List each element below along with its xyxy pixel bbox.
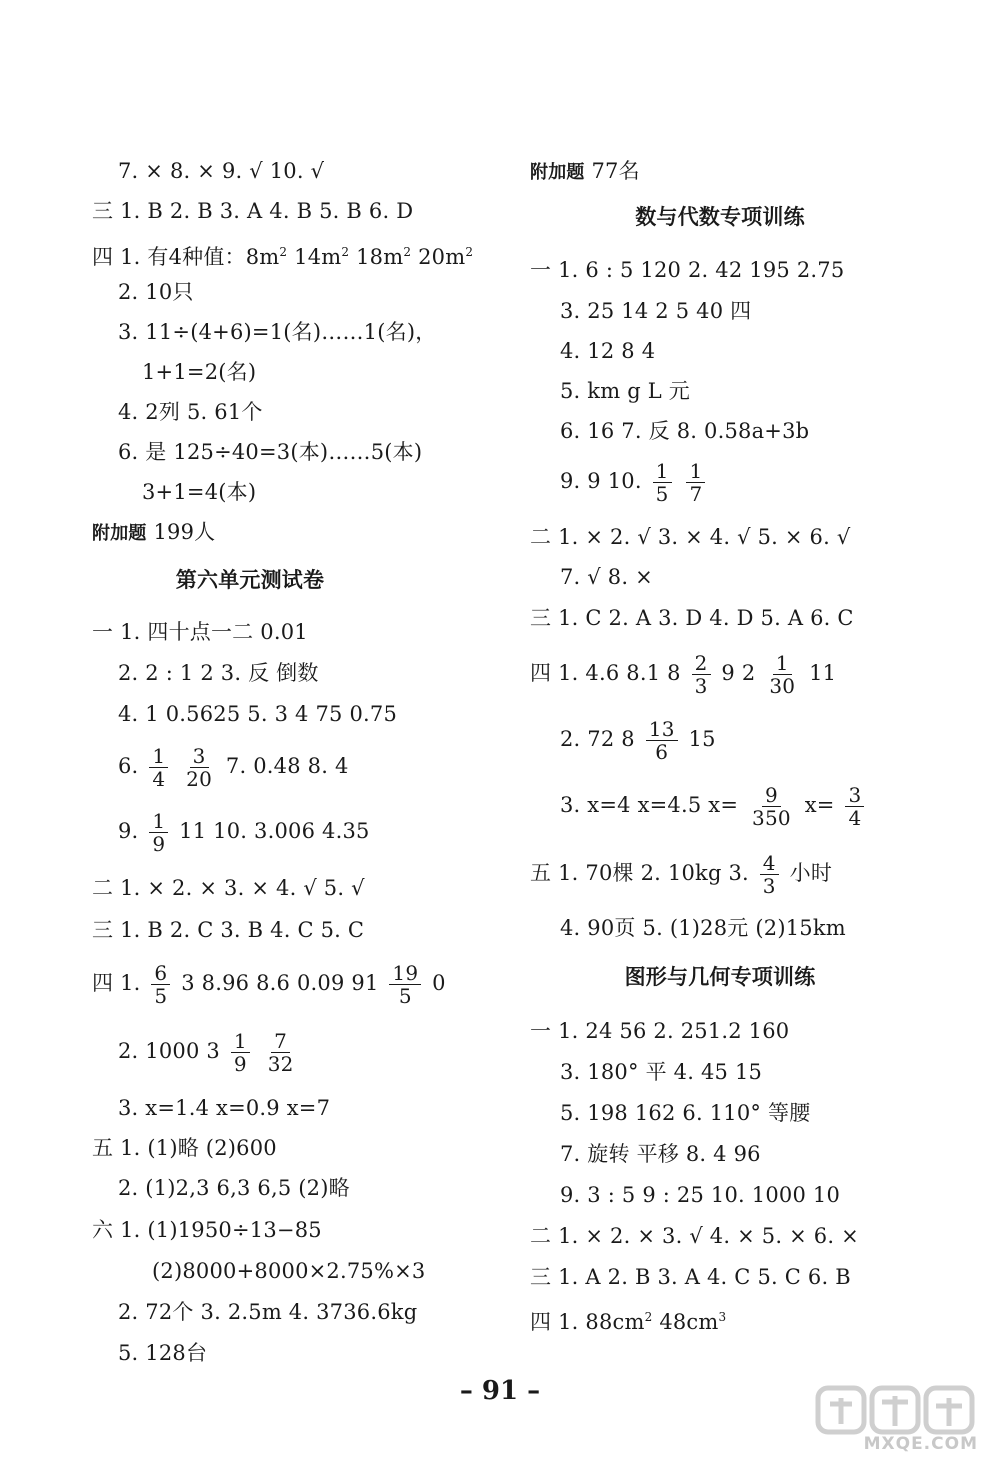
fraction: $\frac{4}{3}$ bbox=[760, 852, 779, 897]
answer-line: 7. × 8. × 9. √ 10. √ bbox=[118, 159, 325, 183]
bonus-answer: 附加题 77名 bbox=[530, 159, 640, 183]
section-title: 数与代数专项训练 bbox=[635, 205, 805, 229]
answer-line: 2. 72 8 $\frac{13}{6}$ 15 bbox=[560, 717, 716, 764]
fraction: $\frac{1}{9}$ bbox=[149, 810, 168, 855]
answer-line: 4. 90页 5. (1)28元 (2)15km bbox=[560, 916, 846, 940]
answer-line: 四 1. $\frac{6}{5}$ 3 8.96 8.6 0.09 91 $\frac{19}{5}$ 0 bbox=[92, 961, 446, 1008]
answer-line: (2)8000+8000×2.75%×3 bbox=[152, 1259, 426, 1283]
answer-line: 二 1. × 2. × 3. × 4. √ 5. √ bbox=[92, 876, 365, 900]
answer-line: 2. 10只 bbox=[118, 280, 194, 304]
fraction: $\frac{7}{32}$ bbox=[267, 1029, 294, 1076]
answer-line: 五 1. (1)略 (2)600 bbox=[92, 1136, 277, 1160]
answer-line: 7. 旋转 平移 8. 4 96 bbox=[560, 1142, 761, 1166]
answer-line: 5. 198 162 6. 110° 等腰 bbox=[560, 1101, 811, 1125]
fraction: $\frac{6}{5}$ bbox=[151, 962, 170, 1007]
answer-line: 四 1. 4.6 8.1 8 $\frac{2}{3}$ 9 2 $\frac{1}{30}$ 11 bbox=[530, 651, 837, 698]
answer-line: 9. 9 10. $\frac{1}{5}$ $\frac{1}{7}$ bbox=[560, 460, 709, 505]
answer-line: 三 1. B 2. B 3. A 4. B 5. B 6. D bbox=[92, 199, 414, 223]
section-title: 第六单元测试卷 bbox=[175, 568, 325, 592]
answer-line: 三 1. B 2. C 3. B 4. C 5. C bbox=[92, 918, 365, 942]
fraction: $\frac{2}{3}$ bbox=[692, 652, 711, 697]
answer-line: 二 1. × 2. × 3. √ 4. × 5. × 6. × bbox=[530, 1224, 859, 1248]
page-number: – 91 – bbox=[459, 1376, 541, 1406]
answer-line: 9. $\frac{1}{9}$ 11 10. 3.006 4.35 bbox=[118, 809, 370, 856]
answer-line: 四 1. $88cm^2$ $48cm^3$ bbox=[530, 1310, 727, 1334]
fraction: $\frac{19}{5}$ bbox=[389, 962, 421, 1007]
fraction: $\frac{1}{9}$ bbox=[231, 1030, 250, 1075]
answer-line: 2. 2 : 1 2 3. 反 倒数 bbox=[118, 661, 319, 685]
answer-line: 2. 72个 3. 2.5m 4. 3736.6kg bbox=[118, 1300, 418, 1324]
answer-line: 7. √ 8. × bbox=[560, 565, 653, 589]
answer-line: 1+1=2(名) bbox=[142, 360, 257, 384]
answer-line: 5. 128台 bbox=[118, 1341, 208, 1365]
answer-line: 3. 180° 平 4. 45 15 bbox=[560, 1060, 763, 1084]
answer-line: 9. 3 : 5 9 : 25 10. 1000 10 bbox=[560, 1183, 841, 1207]
fraction: $\frac{1}{5}$ bbox=[653, 460, 672, 505]
answer-line: 4. 1 0.5625 5. 3 4 75 0.75 bbox=[118, 702, 398, 726]
answer-line: 一 1. 24 56 2. 251.2 160 bbox=[530, 1019, 790, 1043]
section-title: 图形与几何专项训练 bbox=[624, 965, 816, 989]
answer-line: 一 1. 6 : 5 120 2. 42 195 2.75 bbox=[530, 258, 845, 282]
fraction: $\frac{3}{20}$ bbox=[186, 744, 213, 791]
fraction: $\frac{3}{4}$ bbox=[845, 784, 864, 829]
answer-line: 四 1. 有4种值：$8m^2$ $14m^2$ $18m^2$ $20m^2$ bbox=[92, 245, 474, 269]
answer-line: 3. 25 14 2 5 40 四 bbox=[560, 299, 752, 323]
bonus-answer: 附加题 199人 bbox=[92, 520, 216, 544]
fraction: $\frac{1}{7}$ bbox=[686, 460, 705, 505]
fraction: $\frac{1}{30}$ bbox=[769, 651, 796, 698]
answer-line: 2. 1000 3 $\frac{1}{9}$ $\frac{7}{32}$ bbox=[118, 1030, 301, 1075]
answer-line: 五 1. 70棵 2. 10kg 3. $\frac{4}{3}$ 小时 bbox=[530, 851, 833, 898]
answer-line: 5. km g L 元 bbox=[560, 379, 690, 403]
answer-line: 3+1=4(本) bbox=[142, 480, 257, 504]
answer-line: 4. 12 8 4 bbox=[560, 339, 656, 363]
answer-line: 3. 11÷(4+6)=1(名)……1(名)， bbox=[118, 320, 437, 344]
answer-line: 3. x=4 x=4.5 x= $\frac{9}{350}$ x= $\frac{3}{4}$ bbox=[560, 784, 868, 829]
answer-line: 三 1. C 2. A 3. D 4. D 5. A 6. C bbox=[530, 606, 854, 630]
answer-line: 2. (1)2,3 6,3 6,5 (2)略 bbox=[118, 1176, 350, 1200]
fraction: $\frac{13}{6}$ bbox=[646, 718, 678, 763]
answer-line: 六 1. (1)1950÷13−85 bbox=[92, 1218, 322, 1242]
answer-line: 4. 2列 5. 61个 bbox=[118, 400, 263, 424]
watermark-text: MXQE.COM bbox=[863, 1434, 978, 1454]
answer-line: 6. 是 125÷40=3(本)……5(本) bbox=[118, 440, 423, 464]
answer-line: 6. $\frac{1}{4}$ $\frac{3}{20}$ 7. 0.48 8. 4 bbox=[118, 744, 349, 791]
answer-line: 一 1. 四十点一二 0.01 bbox=[92, 620, 308, 644]
answer-line: 二 1. × 2. √ 3. × 4. √ 5. × 6. √ bbox=[530, 525, 851, 549]
answer-line: 三 1. A 2. B 3. A 4. C 5. C 6. B bbox=[530, 1265, 851, 1289]
answer-line: 3. x=1.4 x=0.9 x=7 bbox=[118, 1096, 331, 1120]
fraction: $\frac{9}{350}$ bbox=[752, 783, 791, 830]
answer-line: 6. 16 7. 反 8. 0.58a+3b bbox=[560, 419, 810, 443]
fraction: $\frac{1}{4}$ bbox=[149, 745, 168, 790]
